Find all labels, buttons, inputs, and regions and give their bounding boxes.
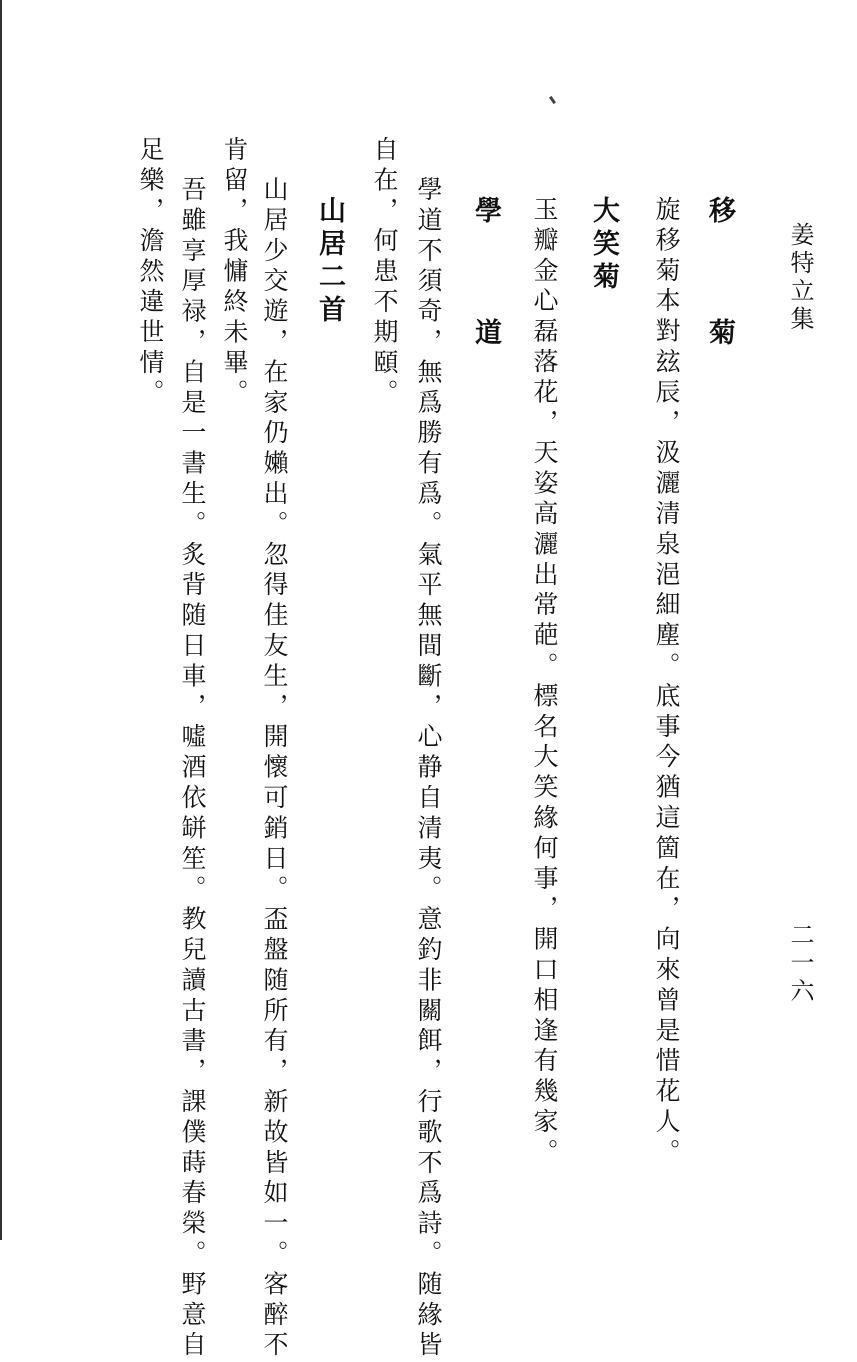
poem-title-xuedao: 學 道 bbox=[470, 196, 501, 377]
poem-line: 旋移菊本對玆辰，汲灑清泉浥細塵。底事今猶這箇在，向來曾是惜花人。 bbox=[652, 196, 681, 1169]
poem-line: 吾雖享厚禄，自是一書生。炙背随日車，噓酒依缾笙。教兒讀古書，課僕蒔春榮。野意自 bbox=[178, 176, 207, 1362]
poem-line: 山居少交遊，在家仍嬾出。忽得佳友生，開懷可銷日。盃盤随所有，新故皆如一。客醉不 bbox=[260, 176, 289, 1362]
page-edge-rule bbox=[0, 0, 2, 1240]
poem-title-yiju: 移 菊 bbox=[704, 196, 735, 377]
poem-title-shanju: 山居二首 bbox=[314, 196, 345, 328]
running-head-title: 姜特立集 bbox=[786, 222, 814, 334]
poem-line: 肯留，我慵終未畢。 bbox=[220, 136, 249, 410]
poem-line: 足樂，澹然違世情。 bbox=[136, 136, 165, 410]
poem-line: 自在，何患不期頤。 bbox=[370, 136, 399, 410]
scan-speck bbox=[549, 96, 556, 104]
poem-line: 玉瓣金心磊落花，天姿高灑出常葩。標名大笑緣何事，開口相逢有幾家。 bbox=[530, 196, 559, 1169]
poem-line: 學道不須奇，無爲勝有爲。氣平無間斷，心静自清夷。意釣非關餌，行歌不爲詩。随緣皆 bbox=[414, 176, 443, 1362]
page-number: 二一六 bbox=[786, 922, 814, 1006]
poem-title-daxiaoju: 大笑菊 bbox=[588, 196, 619, 295]
